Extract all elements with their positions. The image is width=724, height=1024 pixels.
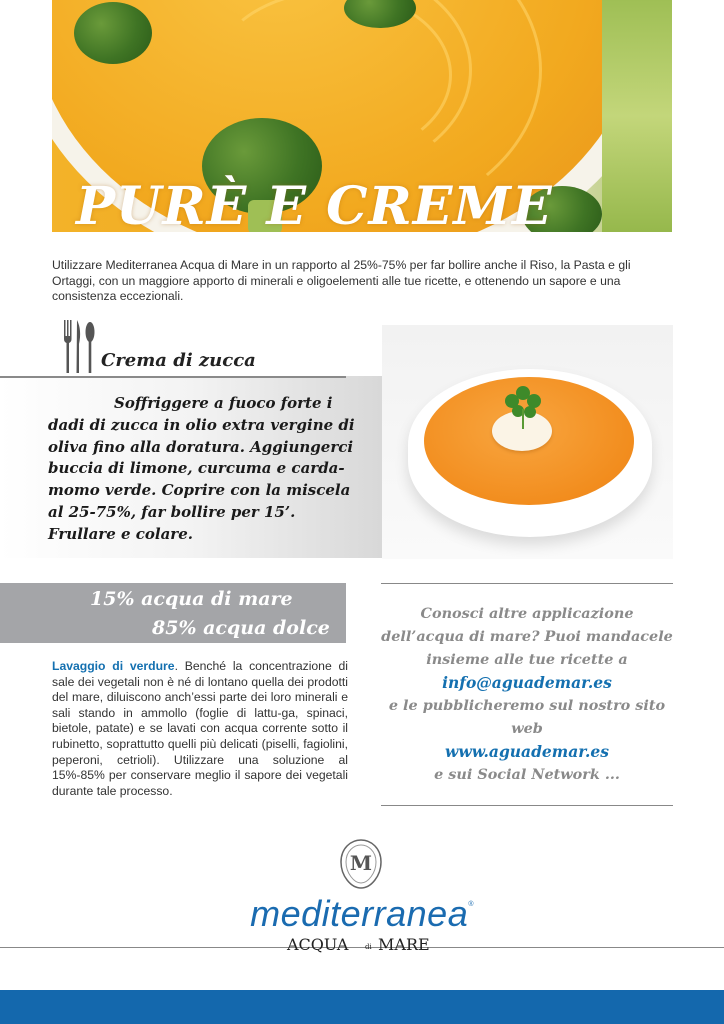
contact-divider-bottom [381, 805, 673, 806]
parsley-icon [502, 385, 544, 429]
emblem-letter: M [349, 851, 373, 875]
intro-text: Utilizzare Mediterranea Acqua di Mare in un rapporto al 25%-75% per far bollire anche il Riso, la Pasta e gli Ortaggi, con un maggiore apporto di minerali e oligoelementi alle tue ricette, e ottenendo un sapore e una consistenza eccezionali. [52, 258, 631, 303]
email-link[interactable]: info@aguademar.es [442, 673, 612, 692]
wash-lead: Lavaggio di verdure [52, 659, 175, 673]
recipe-text [48, 393, 366, 546]
footer-bar [0, 990, 724, 1024]
soup-bowl-photo [382, 325, 673, 559]
recipe-divider [0, 376, 346, 378]
contact-divider-top [381, 583, 673, 584]
page-title: PURÈ E CREME [76, 176, 553, 237]
cutlery-icon [62, 320, 96, 374]
brand-emblem-icon [337, 838, 385, 890]
recipe-title: Crema di zucca [101, 350, 256, 371]
brand-sub-right: MARE [378, 935, 430, 954]
registered-mark: ® [468, 901, 474, 908]
brand-sub-left: ACQUA [287, 935, 349, 954]
broccoli [74, 2, 152, 64]
ratio-sea-water: 15% acqua di mare [90, 588, 293, 610]
brand-name [0, 893, 724, 935]
wash-body: . Benché la concentrazione di sale dei vegetali non è né di lontano quella dei prodotti del mare, diluiscono anch’essi parte dei loro minerali e sali stando in ammollo (foglie di lattu-ga, spinaci, bietole, patate) e se lavati con acqua corrente sotto il rubinetto, soprattutto quelli più delicati (piselli, fagiolini, peperoni, cetrioli). Utilizzare una soluzione al 15%-85% per conservare meglio il sapore dei vegetali durante tale processo. [52, 659, 348, 798]
website-link[interactable]: www.aguademar.es [445, 742, 609, 761]
brand-sub-di: di [365, 943, 372, 951]
vegetable-wash-text [52, 659, 348, 799]
recipe-body: Soffriggere a fuoco forte i dadi di zucca in olio extra vergine di oliva fino alla doratura. Aggiungerci buccia di limone, curcuma e carda-momo verde. Coprire con la miscela al 25-75%, far bollire per 15’. Frullare e colare. [48, 394, 355, 543]
ratio-fresh-water: 85% acqua dolce [152, 617, 330, 639]
contact-block [381, 602, 673, 786]
contact-text: e sui Social Network ... [434, 766, 620, 783]
contact-text: e le pubblicheremo sul nostro sito web [388, 697, 666, 737]
contact-text: Conosci altre applicazione dell’acqua di mare? Puoi mandacele insieme alle tue ricette a [381, 605, 673, 668]
brand-wordmark: mediterranea [250, 893, 469, 934]
brand-divider [0, 947, 724, 948]
